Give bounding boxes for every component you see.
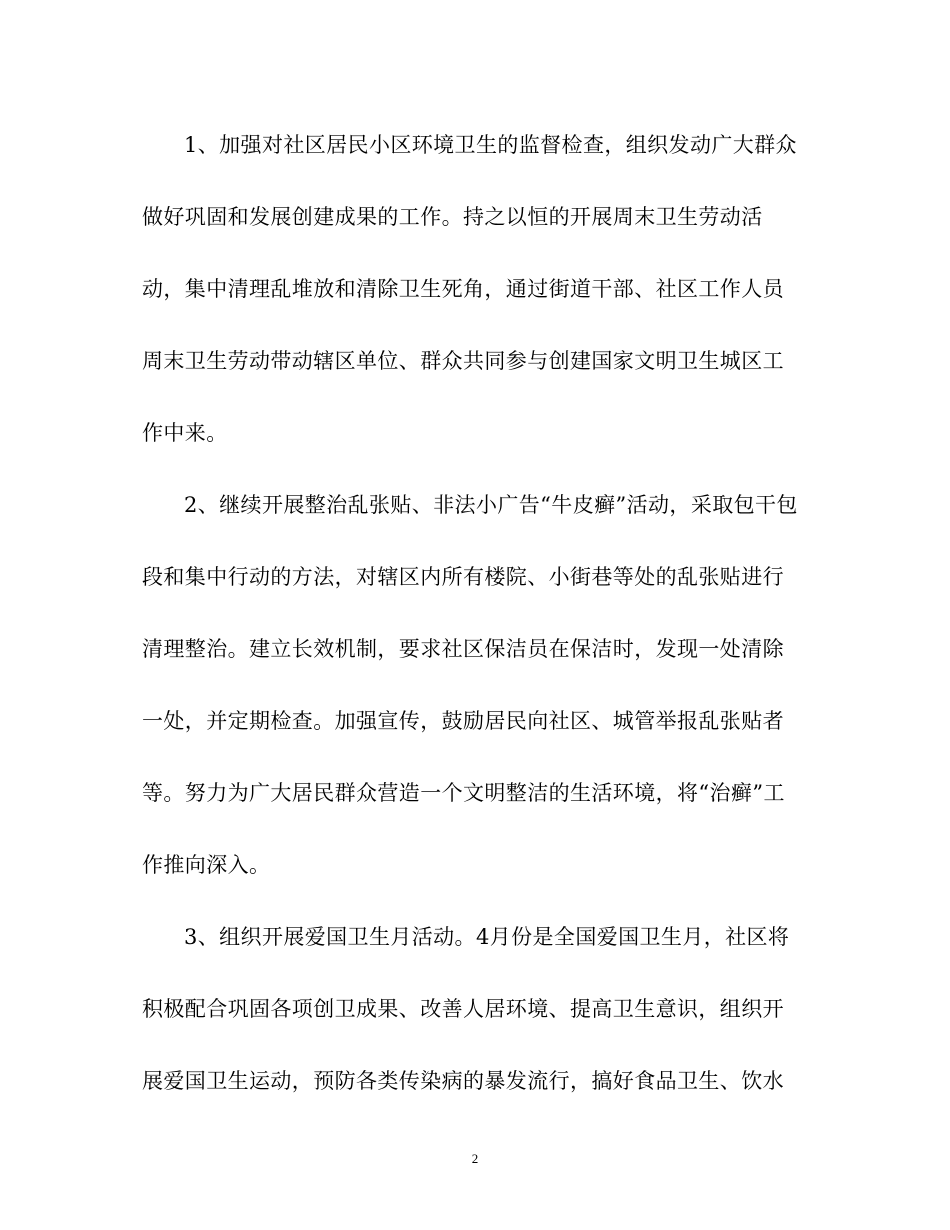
paragraph-1-line-3: 动，集中清理乱堆放和清除卫生死角，通过街道干部、社区工作人员 [142, 277, 784, 301]
page-number: 2 [471, 1151, 479, 1166]
paragraph-2-line-3: 清理整治。建立长效机制，要求社区保洁员在保洁时，发现一处清除 [142, 637, 784, 661]
paragraph-1-line-5: 作中来。 [142, 421, 228, 445]
paragraph-2-line-6: 作推向深入。 [142, 853, 271, 877]
paragraph-3-line-3: 展爱国卫生运动，预防各类传染病的暴发流行，搞好食品卫生、饮水 [142, 1069, 784, 1093]
paragraph-2-line-4: 一处，并定期检查。加强宣传，鼓励居民向社区、城管举报乱张贴者 [142, 709, 784, 733]
paragraph-1-line-2: 做好巩固和发展创建成果的工作。持之以恒的开展周末卫生劳动活 [142, 205, 763, 229]
paragraph-1-line-1: 1、加强对社区居民小区环境卫生的监督检查，组织发动广大群众 [184, 133, 797, 157]
paragraph-3-line-2: 积极配合巩固各项创卫成果、改善人居环境、提高卫生意识，组织开 [142, 997, 784, 1021]
paragraph-3-line-1: 3、组织开展爱国卫生月活动。4月份是全国爱国卫生月，社区将 [184, 925, 790, 949]
paragraph-2-line-5: 等。努力为广大居民群众营造一个文明整洁的生活环境，将“治癣”工 [142, 781, 785, 805]
paragraph-1-line-4: 周末卫生劳动带动辖区单位、群众共同参与创建国家文明卫生城区工 [142, 349, 784, 373]
paragraph-2-line-1: 2、继续开展整治乱张贴、非法小广告“牛皮癣”活动，采取包干包 [184, 493, 798, 517]
paragraph-2-line-2: 段和集中行动的方法，对辖区内所有楼院、小街巷等处的乱张贴进行 [142, 565, 784, 589]
